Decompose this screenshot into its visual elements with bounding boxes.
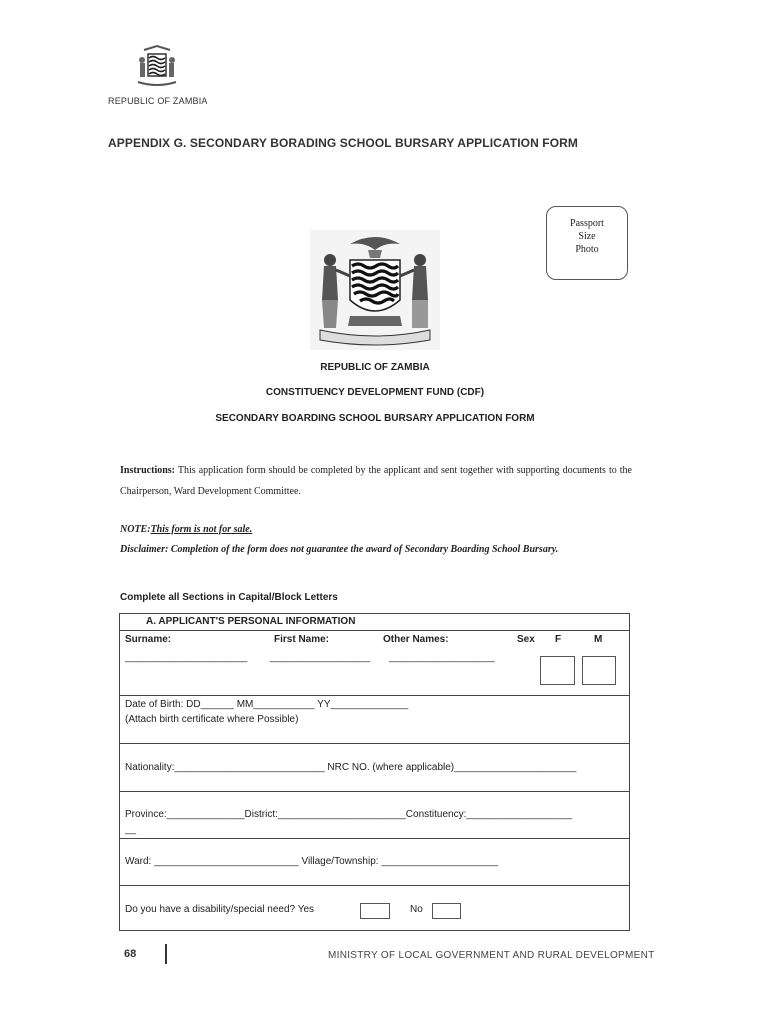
form-heading: SECONDARY BOARDING SCHOOL BURSARY APPLICATION FORM [215, 413, 535, 424]
fund-heading: CONSTITUENCY DEVELOPMENT FUND (CDF) [265, 387, 485, 398]
surname-label: Surname: [125, 634, 172, 645]
personal-info-form [119, 613, 630, 931]
sex-label: Sex [517, 634, 535, 645]
province-district-constituency-field[interactable]: Province:______________District:_______________________Constituency:___________________ [125, 809, 573, 820]
sex-m-label: M [594, 634, 603, 645]
sex-f-checkbox[interactable] [540, 656, 575, 685]
instructions-text: This application form should be completed by the applicant and sent together with supporting documents to the Chairperson, Ward Development Committee. [120, 465, 632, 497]
sex-m-checkbox[interactable] [582, 656, 616, 685]
photo-box-line-2: Size [578, 231, 596, 242]
nationality-nrc-field[interactable]: Nationality:___________________________ NRC NO. (where applicable)______________________ [125, 762, 577, 773]
province-field-continuation: __ [125, 824, 137, 835]
note-line [120, 524, 252, 535]
sex-f-label: F [555, 634, 562, 645]
complete-instruction: Complete all Sections in Capital/Block Letters [120, 592, 338, 603]
photo-box-line-1: Passport [570, 218, 604, 229]
instructions-paragraph [120, 460, 632, 502]
disability-no-checkbox[interactable] [432, 903, 461, 919]
disability-question: Do you have a disability/special need? Yes [125, 904, 315, 915]
note-text: This form is not for sale. [150, 524, 253, 535]
surname-field[interactable]: ______________________ [125, 652, 248, 663]
first-name-label: First Name: [274, 634, 330, 645]
footer-divider [165, 944, 167, 964]
coat-of-arms-icon [310, 230, 440, 350]
republic-label-top: REPUBLIC OF ZAMBIA [108, 96, 208, 106]
ward-village-field[interactable]: Ward: __________________________ Village/Township: _____________________ [125, 856, 499, 867]
first-name-field[interactable]: __________________ [270, 652, 371, 663]
republic-heading: REPUBLIC OF ZAMBIA [320, 362, 430, 373]
coat-of-arms-small-icon [136, 42, 178, 90]
other-names-label: Other Names: [383, 634, 449, 645]
photo-box-line-3: Photo [575, 244, 599, 255]
instructions-label: Instructions: [120, 465, 176, 476]
ministry-footer: MINISTRY OF LOCAL GOVERNMENT AND RURAL DEVELOPMENT [328, 950, 655, 961]
date-of-birth-field[interactable]: Date of Birth: DD______ MM___________ YY______________ [125, 699, 409, 710]
other-names-field[interactable]: ___________________ [389, 652, 495, 663]
section-a-title: A. APPLICANT'S PERSONAL INFORMATION [146, 616, 356, 627]
note-label: NOTE: [120, 524, 151, 535]
disability-no-label: No [410, 904, 423, 915]
disclaimer-line: Disclaimer: Completion of the form does not guarantee the award of Secondary Boarding School Bursary. [120, 544, 559, 555]
passport-photo-box [546, 206, 628, 280]
appendix-title: APPENDIX G. SECONDARY BORADING SCHOOL BURSARY APPLICATION FORM [108, 136, 579, 150]
birth-certificate-note: (Attach birth certificate where Possible) [125, 714, 299, 725]
page-number: 68 [124, 948, 137, 960]
disability-yes-checkbox[interactable] [360, 903, 390, 919]
